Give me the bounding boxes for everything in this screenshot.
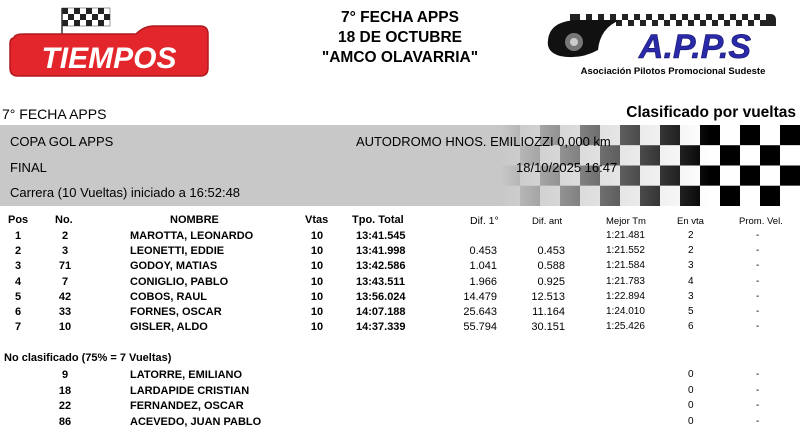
cell-pos: 6	[14, 306, 22, 318]
cell-laps: 10	[310, 275, 324, 288]
cell-invta: 3	[688, 290, 694, 302]
cell-no: 2	[61, 230, 69, 242]
cell-pos: 7	[14, 321, 22, 334]
cell-best: 1:21.481	[606, 230, 645, 241]
cell-name: LATORRE, EMILIANO	[130, 369, 243, 381]
session-name: FINAL	[10, 160, 47, 175]
apps-logo	[540, 10, 798, 82]
cell-best: 1:25.426	[606, 321, 645, 333]
cell-dif1: 25.643	[463, 306, 497, 318]
cell-prom: -	[756, 384, 760, 396]
cell-invta: 0	[688, 415, 694, 427]
cell-difant: 30.151	[531, 321, 565, 334]
table-row	[0, 276, 800, 291]
table-row	[0, 369, 800, 384]
cell-no: 9	[61, 369, 69, 381]
event-venue: "AMCO OLAVARRIA"	[321, 49, 479, 66]
table-row	[0, 230, 800, 245]
cell-name: COBOS, RAUL	[130, 290, 207, 303]
svg-text:TIEMPOS: TIEMPOS	[41, 42, 177, 75]
cell-prom: -	[756, 321, 760, 333]
col-best: Mejor Tm	[606, 216, 646, 227]
session-info	[0, 125, 800, 206]
cell-prom: -	[756, 306, 760, 317]
cell-difant: 0.453	[537, 245, 565, 258]
table-row	[0, 416, 800, 431]
session-datetime: 18/10/2025 16:47	[516, 160, 618, 175]
cell-invta: 2	[688, 230, 694, 241]
col-no: No.	[55, 214, 73, 226]
cell-invta: 5	[688, 306, 694, 317]
cell-laps: 10	[310, 230, 324, 242]
cell-no: 22	[58, 400, 72, 413]
cell-best: 1:21.584	[606, 260, 645, 272]
tiempos-logo	[4, 4, 214, 80]
col-invta: En vta	[677, 216, 704, 227]
cell-prom: -	[756, 415, 760, 427]
cell-dif1: 14.479	[463, 290, 497, 303]
cell-pos: 4	[14, 275, 22, 288]
cell-name: FORNES, OSCAR	[130, 306, 222, 318]
svg-text:Asociación Pilotos Promocional: Asociación Pilotos Promocional Sudeste	[580, 66, 766, 77]
cell-best: 1:22.894	[606, 290, 645, 302]
event-header	[280, 8, 520, 68]
cell-difant: 0.588	[537, 260, 565, 273]
cell-prom: -	[756, 369, 760, 380]
cell-dif1: 1.041	[469, 260, 497, 273]
cell-no: 18	[58, 384, 72, 397]
table-row	[0, 291, 800, 306]
cell-total: 13:42.586	[356, 260, 406, 273]
cell-prom: -	[756, 245, 760, 257]
table-row	[0, 400, 800, 415]
cell-invta: 0	[688, 384, 694, 396]
cell-name: LARDAPIDE CRISTIAN	[130, 384, 250, 397]
cell-invta: 0	[688, 400, 694, 412]
cell-laps: 10	[310, 260, 324, 273]
cell-no: 33	[58, 306, 72, 318]
report-title: 7° FECHA APPS	[2, 106, 107, 122]
cell-dif1: 1.966	[469, 275, 497, 288]
cell-total: 13:41.545	[356, 230, 406, 242]
table-row	[0, 306, 800, 321]
cell-invta: 2	[688, 245, 694, 257]
cell-invta: 0	[688, 369, 694, 380]
cell-total: 13:43.511	[356, 275, 405, 288]
cell-difant: 0.925	[537, 275, 565, 288]
col-difant: Dif. ant	[532, 216, 563, 227]
cell-laps: 10	[310, 245, 324, 258]
cell-difant: 11.164	[532, 306, 565, 318]
col-prom: Prom. Vel.	[739, 216, 783, 227]
cell-name: GODOY, MATIAS	[130, 260, 218, 273]
cell-total: 14:37.339	[356, 321, 406, 334]
cell-no: 42	[58, 290, 72, 303]
cell-name: ACEVEDO, JUAN PABLO	[130, 415, 262, 428]
col-pos: Pos	[8, 214, 29, 226]
cell-no: 71	[58, 260, 72, 273]
cell-no: 86	[58, 415, 72, 428]
col-dif1: Dif. 1°	[470, 215, 499, 227]
cell-dif1: 0.453	[469, 245, 497, 258]
cell-best: 1:21.552	[606, 245, 645, 257]
cell-no: 3	[61, 245, 69, 258]
cell-prom: -	[756, 290, 760, 302]
cell-name: CONIGLIO, PABLO	[130, 275, 229, 288]
cell-pos: 3	[14, 260, 22, 273]
event-title: 7° FECHA APPS	[341, 9, 459, 26]
cell-best: 1:24.010	[606, 306, 645, 317]
cell-laps: 10	[310, 306, 324, 318]
report-type: Clasificado por vueltas	[626, 104, 796, 121]
cell-prom: -	[756, 275, 760, 287]
cell-invta: 6	[688, 321, 694, 333]
circuit-name: AUTODROMO HNOS. EMILIOZZI 0,000 km	[356, 134, 611, 149]
cell-no: 7	[61, 275, 69, 288]
cell-invta: 3	[688, 260, 694, 272]
cell-prom: -	[756, 400, 760, 412]
cell-prom: -	[756, 260, 760, 272]
cell-name: MAROTTA, LEONARDO	[130, 230, 254, 242]
cell-laps: 10	[310, 290, 324, 303]
cell-prom: -	[756, 230, 760, 241]
cell-invta: 4	[688, 275, 694, 287]
cell-name: LEONETTI, EDDIE	[130, 245, 225, 258]
cell-total: 13:56.024	[356, 290, 406, 303]
category-name: COPA GOL APPS	[10, 134, 114, 149]
cell-name: FERNANDEZ, OSCAR	[130, 400, 244, 413]
cell-pos: 5	[14, 290, 22, 303]
col-total: Tpo. Total	[352, 214, 404, 226]
table-row	[0, 260, 800, 275]
cell-difant: 12.513	[531, 290, 565, 303]
table-row	[0, 245, 800, 260]
table-row	[0, 385, 800, 400]
cell-no: 10	[58, 321, 72, 334]
table-row	[0, 321, 800, 336]
cell-best: 1:21.783	[606, 275, 645, 287]
col-laps: Vtas	[305, 214, 329, 226]
cell-pos: 2	[14, 245, 22, 258]
svg-text:A.P.P.S: A.P.P.S	[638, 28, 752, 66]
cell-total: 14:07.188	[356, 306, 406, 318]
cell-laps: 10	[310, 321, 324, 334]
event-date: 18 DE OCTUBRE	[337, 29, 463, 46]
col-name: NOMBRE	[170, 214, 219, 226]
not-classified-title: No clasificado (75% = 7 Vueltas)	[4, 352, 172, 364]
race-info: Carrera (10 Vueltas) iniciado a 16:52:48	[10, 185, 241, 200]
cell-total: 13:41.998	[356, 245, 406, 258]
cell-name: GISLER, ALDO	[130, 321, 208, 334]
title-bar	[0, 106, 800, 124]
cell-dif1: 55.794	[463, 321, 497, 334]
cell-pos: 1	[14, 230, 22, 242]
